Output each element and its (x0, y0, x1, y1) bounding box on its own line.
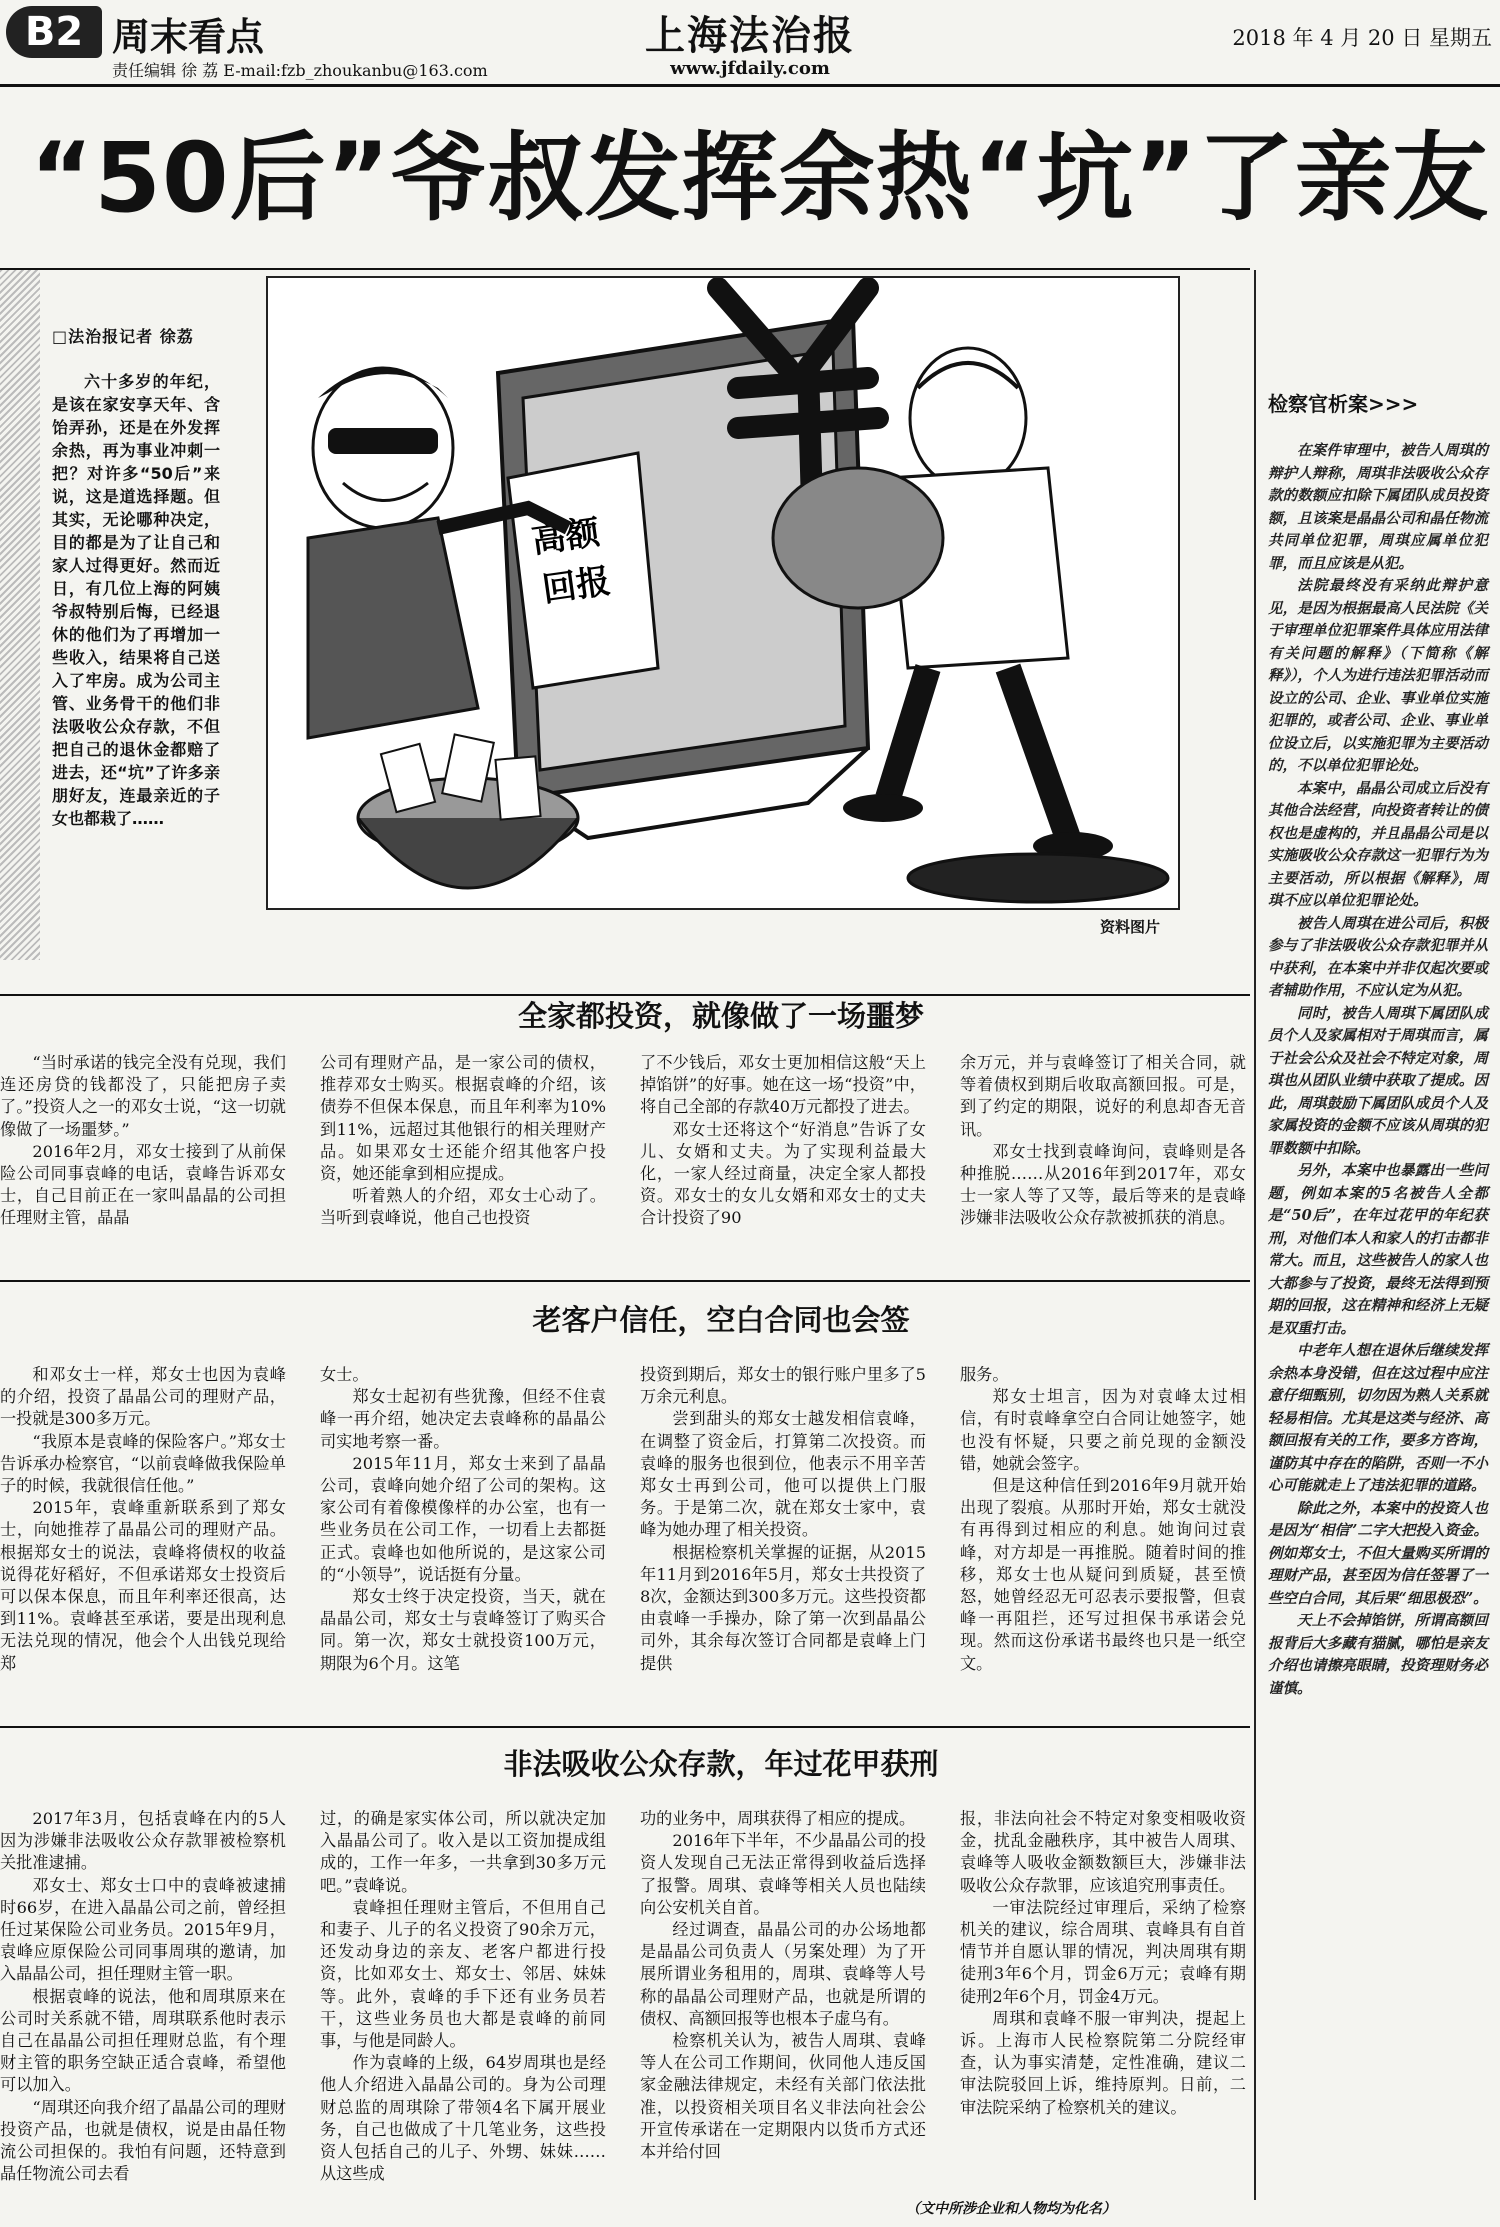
intro-lead: 六十多岁的年纪，是该在家安享天年、含饴弄孙，还是在外发挥余热，再为事业冲刺一把？对许多“50后”来说，这是道选择题。但其实，无论哪种决定，目的都是为了让自己和家人过得更好。然而近日，有几位上海的阿姨爷叔特别后悔，已经退休的他们为了再增加一些收入，结果将自己送入了牢房。成为公司主管、业务骨干的他们非法吸收公众存款，不但把自己的退休金都赔了进去，还“坑”了许多亲朋好友，连最亲近的子女也都栽了…… (52, 372, 220, 828)
paragraph: 女士。 (320, 1365, 369, 1384)
text-column (320, 1364, 606, 1720)
text-column (320, 1808, 606, 2196)
section-1-body (0, 1052, 1246, 1274)
paragraph: 作为袁峰的上级，64岁周琪也是经他人介绍进入晶晶公司的。身为公司理财总监的周琪除了带领4名下属开展业务，自己也做成了十几笔业务，这些投资人包括自己的儿子、外甥、妹妹……从这些成 (320, 2053, 606, 2184)
manhole-drawing (908, 854, 1168, 902)
paragraph: “周琪还向我介绍了晶晶公司的理财投资产品，也就是债权，说是由晶任物流公司担保的。我怕有问题，还特意到晶任物流公司去看 (0, 2097, 286, 2184)
paragraph: 2016年下半年，不少晶晶公司的投资人发现自己无法正常得到收益后选择了报警。周琪、袁峰等相关人员也陆续向公安机关自首。 (640, 1831, 926, 1917)
sidebar-body (1268, 440, 1488, 1700)
section-2-body (0, 1364, 1246, 1720)
illustration-caption: 资料图片 (1100, 918, 1161, 936)
sidebar-paragraph: 本案中，晶晶公司成立后没有其他合法经营，向投资者转让的债权也是虚构的，并且晶晶公司是以实施吸收公众存款这一犯罪行为为主要活动，所以根据《解释》，周琪不应以单位犯罪论处。 (1268, 779, 1488, 909)
sidebar-paragraph: 另外，本案中也暴露出一些问题，例如本案的5名被告人全都是“50后”，在年过花甲的年纪获刑，对他们本人和家人的打击都非常大。而且，这些被告人的家人也大都参与了投资，最终无法得到预期的回报，这在精神和经济上无疑是双重打击。 (1268, 1162, 1488, 1337)
text-column (640, 1052, 926, 1274)
text-column (0, 1364, 286, 1720)
scroll-sign-drawing (508, 453, 658, 688)
paragraph: 听着熟人的介绍，邓女士心动了。当听到袁峰说，他自己也投资 (320, 1186, 606, 1228)
text-column (0, 1808, 286, 2196)
section-1-title: 全家都投资，就像做了一场噩梦 (517, 999, 924, 1033)
scroll-sign-text-line2: 回报 (539, 561, 613, 611)
sidebar-paragraph: 除此之外，本案中的投资人也是因为“相信”二字大把投入资金。例如郑女士，不但大量购买所谓的理财产品，甚至因为信任签署了一些空白合同，其后果“细思极恐”。 (1268, 1499, 1488, 1607)
text-column (0, 1052, 286, 1274)
paragraph: 郑女士起初有些犹豫，但经不住袁峰一再介绍，她决定去袁峰称的晶晶公司实地考察一番。 (320, 1387, 606, 1451)
sidebar-paragraph: 在案件审理中，被告人周琪的辩护人辩称，周琪非法吸收公众存款的数额应扣除下属团队成员投资额，且该案是晶晶公司和晶任物流共同单位犯罪，周琪应属单位犯罪，而且应该是从犯。 (1268, 442, 1488, 572)
paragraph: 过，的确是家实体公司，所以就决定加入晶晶公司了。收入是以工资加提成组成的，工作一年多，一共拿到30多万元吧。”袁峰说。 (320, 1809, 606, 1895)
paragraph: 了不少钱后，邓女士更加相信这般“天上掉馅饼”的好事。她在这一场“投资”中，将自己全部的存款40万元都投了进去。 (640, 1053, 926, 1117)
paragraph: 根据袁峰的说法，他和周琪原来在公司时关系就不错，周琪联系他时表示自己在晶晶公司担任理财总监，有个理财主管的职务空缺正适合袁峰，希望他可以加入。 (0, 1986, 286, 2095)
paragraph: 尝到甜头的郑女士越发相信袁峰，在调整了资金后，打算第二次投资。而袁峰的服务也很到位，他表示不用辛苦郑女士再到公司，他可以提供上门服务。于是第二次，就在郑女士家中，袁峰为她办理了相关投资。 (640, 1409, 926, 1540)
scroll-sign-text-line1: 高额 (529, 512, 603, 562)
sidebar-divider (1254, 270, 1256, 2200)
paragraph: 2017年3月，包括袁峰在内的5人因为涉嫌非法吸收公众存款罪被检察机关批准逮捕。 (0, 1809, 286, 1873)
sidebar-paragraph: 法院最终没有采纳此辩护意见，是因为根据最高人民法院《关于审理单位犯罪案件具体应用法律有关问题的解释》（下简称《解释》），个人为进行违法犯罪活动而设立的公司、企业、事业单位实施犯罪的，或者公司、企业、事业单位设立后，以实施犯罪为主要活动的，不以单位犯罪论处。 (1268, 577, 1488, 774)
paragraph: 邓女士、郑女士口中的袁峰被逮捕时66岁，在进入晶晶公司之前，曾经担任过某保险公司业务员。2015年9月，袁峰应原保险公司同事周琪的邀请，加入晶晶公司，担任理财主管一职。 (0, 1875, 286, 1984)
text-column (960, 1364, 1246, 1720)
issue-date: 2018 年 4 月 20 日 星期五 (1232, 26, 1492, 50)
paragraph: 投资到期后，郑女士的银行账户里多了5万余元利息。 (640, 1365, 926, 1407)
newspaper-masthead: 上海法治报 (645, 12, 855, 59)
section-rule (0, 1280, 1250, 1282)
paragraph: 郑女士坦言，因为对袁峰太过相信，有时袁峰拿空白合同让她签字，她也没有怀疑，只要之前兑现的金额没错，她就会签字。 (960, 1387, 1246, 1473)
paragraph: 2015年，袁峰重新联系到了郑女士，向她推荐了晶晶公司的理财产品。根据郑女士的说法，袁峰将债权的收益说得花好稻好，不但承诺郑女士投资后可以保本保息，而且年利率还很高，达到11%。袁峰甚至承诺，要是出现利息无法兑现的情况，他会个人出钱兑现给郑 (0, 1498, 286, 1673)
paragraph: 服务。 (960, 1365, 1009, 1384)
section-rule (0, 1726, 1250, 1728)
paragraph: 经过调查，晶晶公司的办公场地都是晶晶公司负责人（另案处理）为了开展所谓业务租用的，周琪、袁峰等人号称的晶晶公司理财产品，也就是所谓的债权、高额回报等也根本子虚乌有。 (640, 1920, 926, 2028)
piggy-bank-drawing (773, 468, 943, 608)
text-column (960, 1052, 1246, 1274)
text-column (640, 1364, 926, 1720)
text-column (320, 1052, 606, 1274)
sidebar-title: 检察官析案>>> (1268, 392, 1419, 416)
section-name: 周末看点 (112, 15, 265, 59)
section-3-title: 非法吸收公众存款，年过花甲获刑 (503, 1747, 939, 1781)
paragraph: 余万元，并与袁峰签订了相关合同，就等着债权到期后收取高额回报。可是，到了约定的期限，说好的利息却杳无音讯。 (960, 1053, 1246, 1139)
text-column (640, 1808, 926, 2196)
header-rule (0, 84, 1500, 87)
paragraph: 但是这种信任到2016年9月就开始出现了裂痕。从那时开始，郑女士就没有再得到过相应的利息。她询问过袁峰，对方却是一再推脱。随着时间的推移，郑女士也从疑问到质疑，甚至愤怒，她曾经忍无可忍表示要报警，但袁峰一再阻拦，还写过担保书承诺会兑现。然而这份承诺书最终也只是一纸空文。 (960, 1476, 1246, 1673)
section-2-title: 老客户信任，空白合同也会签 (532, 1303, 910, 1337)
paragraph: “我原本是袁峰的保险客户。”郑女士告诉承办检察官，“以前袁峰做我保险单子的时候，我就很信任他。” (0, 1431, 286, 1496)
text-column (960, 1808, 1246, 2196)
byline: □法治报记者 徐荔 (52, 327, 194, 346)
paragraph: “当时承诺的钱完全没有兑现，我们连还房贷的钱都没了，只能把房子卖了。”投资人之一的邓女士说，“这一切就像做了一场噩梦。” (0, 1053, 286, 1139)
paragraph: 公司有理财产品，是一家公司的债权，推荐邓女士购买。根据袁峰的介绍，该债券不但保本保息，而且年利率为10%到11%，远超过其他银行的相关理财产品。如果邓女士还能介绍其他客户投资，她还能拿到相应提成。 (320, 1053, 606, 1184)
page-headline: “50后”爷叔发挥余热“坑”了亲友 (30, 122, 1489, 234)
paragraph: 检察机关认为，被告人周琪、袁峰等人在公司工作期间，伙同他人违反国家金融法律规定，未经有关部门依法批准，以投资相关项目名义非法向社会公开宣传承诺在一定期限内以货币方式还本并给付回 (640, 2031, 926, 2162)
cartoon-illustration (266, 276, 1180, 910)
paragraph: 2016年2月，邓女士接到了从前保险公司同事袁峰的电话，袁峰告诉邓女士，自己目前正在一家叫晶晶的公司担任理财主管，晶晶 (0, 1141, 286, 1228)
paragraph: 2015年11月，郑女士来到了晶晶公司，袁峰向她介绍了公司的架构。这家公司有着像模像样的办公室，也有一些业务员在公司工作，一切看上去都挺正式。袁峰也如他所说的，是这家公司的“小领导”，说话挺有分量。 (320, 1453, 606, 1584)
sidebar-paragraph: 中老年人想在退休后继续发挥余热本身没错，但在这过程中应注意仔细甄别，切勿因为熟人关系就轻易相信。尤其是这类与经济、高额回报有关的工作，要多方咨询，谨防其中存在的陷阱，否则一不小心可能就走上了违法犯罪的道路。 (1268, 1342, 1488, 1494)
section-badge: B2 (6, 6, 102, 58)
footnote: （文中所涉企业和人物均为化名） (906, 2201, 1116, 2217)
paragraph: 邓女士还将这个“好消息”告诉了女儿、女婿和丈夫。为了实现利益最大化，一家人经过商量，决定全家人都投资。邓女士的女儿女婿和邓女士的丈夫合计投资了90 (640, 1119, 926, 1228)
cartoon-drawing (268, 278, 1178, 908)
paragraph: 郑女士终于决定投资，当天，就在晶晶公司，郑女士与袁峰签订了购买合同。第一次，郑女士就投资100万元，期限为6个月。这笔 (320, 1587, 606, 1673)
sidebar-paragraph: 同时，被告人周琪下属团队成员个人及家属相对于周琪而言，属于社会公众及社会不特定对象，周琪也从团队业绩中获取了提成。因此，周琪鼓励下属团队成员个人及家属投资的金额不应该从周琪的犯罪数额中扣除。 (1268, 1004, 1488, 1157)
section-3-body (0, 1808, 1246, 2196)
headline-rule (0, 268, 1250, 270)
sidebar-paragraph: 天上不会掉馅饼，所谓高额回报背后大多藏有猫腻，哪怕是亲友介绍也请擦亮眼睛，投资理财务必谨慎。 (1268, 1612, 1488, 1697)
editor-line: 责任编辑 徐 荔 E-mail:fzb_zhoukanbu@163.com (112, 61, 488, 80)
paragraph: 邓女士找到袁峰询问，袁峰则是各种推脱……从2016年到2017年，邓女士一家人等了又等，最后等来的是袁峰涉嫌非法吸收公众存款被抓获的消息。 (960, 1141, 1246, 1228)
paragraph: 根据检察机关掌握的证据，从2015年11月到2016年5月，郑女士共投资了8次，金额达到300多万元。这些投资都由袁峰一手操办，除了第一次到晶晶公司外，其余每次签订合同都是袁峰上门提供 (640, 1542, 926, 1673)
paragraph: 和邓女士一样，郑女士也因为袁峰的介绍，投资了晶晶公司的理财产品，一投就是300多万元。 (0, 1365, 286, 1429)
website-url: www.jfdaily.com (670, 58, 830, 79)
intro-shading (0, 270, 40, 960)
paragraph: 报，非法向社会不特定对象变相吸收资金，扰乱金融秩序，其中被告人周琪、袁峰等人吸收金额数额巨大，涉嫌非法吸收公众存款罪，应该追究刑事责任。 (960, 1809, 1246, 1895)
paragraph: 一审法院经过审理后，采纳了检察机关的建议，综合周琪、袁峰具有自首情节并自愿认罪的情况，判决周琪有期徒刑3年6个月，罚金6万元；袁峰有期徒刑2年6个月，罚金4万元。 (960, 1897, 1246, 2006)
sidebar-paragraph: 被告人周琪在进公司后，积极参与了非法吸收公众存款犯罪并从中获利，在本案中并非仅起次要或者辅助作用，不应认定为从犯。 (1268, 914, 1488, 999)
paragraph: 袁峰担任理财主管后，不但用自己和妻子、儿子的名义投资了90余万元，还发动身边的亲友、老客户都进行投资，比如邓女士、郑女士、邻居、妹妹等。此外，袁峰的手下还有业务员若干，这些业务员也大都是袁峰的前同事，与他是同龄人。 (320, 1897, 606, 2051)
paragraph: 功的业务中，周琪获得了相应的提成。 (640, 1809, 916, 1828)
paragraph: 周琪和袁峰不服一审判决，提起上诉。上海市人民检察院第二分院经审查，认为事实清楚，定性准确，建议二审法院驳回上诉，维持原判。日前，二审法院采纳了检察机关的建议。 (960, 2008, 1246, 2117)
